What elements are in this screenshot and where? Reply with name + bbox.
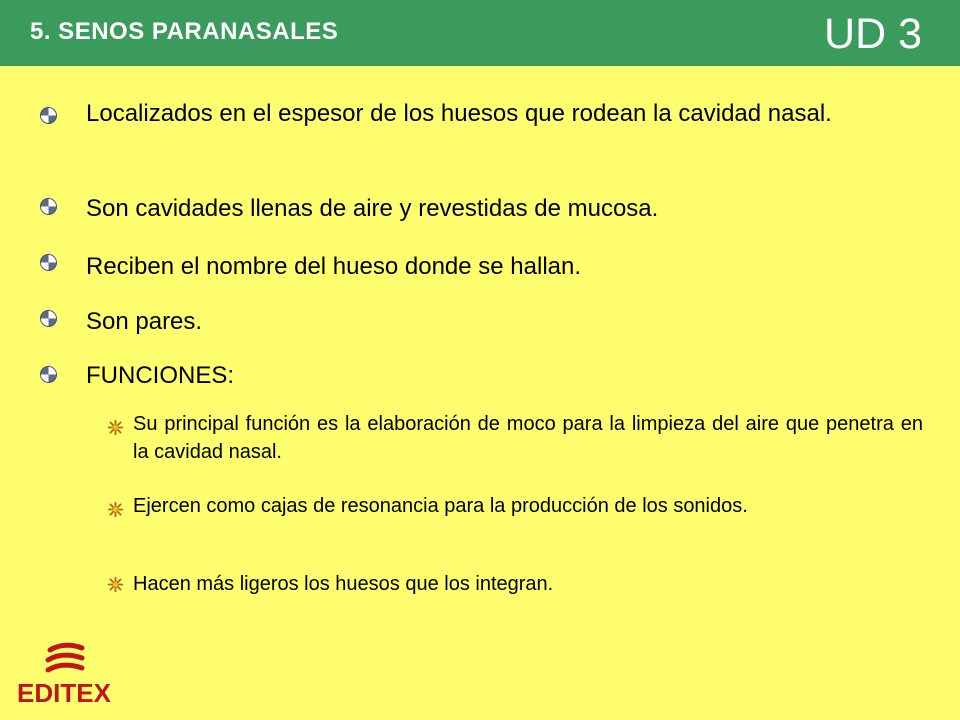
bullet-icon [40,107,57,124]
bullet-icon [40,310,57,327]
bullet-item: Son cavidades llenas de aire y revestidas de mucosa. [86,195,659,222]
bullet-icon [40,366,57,383]
bullet-item: Localizados en el espesor de los huesos que rodean la cavidad nasal. [86,100,832,127]
logo-text: EDITEX [17,678,111,708]
editex-logo [14,640,114,710]
bullet-item: Reciben el nombre del hueso donde se hallan. [86,253,582,280]
bullet-item: Son pares. [86,308,203,335]
unit-label: UD 3 [824,10,922,58]
bullet-item: FUNCIONES: [86,362,235,389]
sub-bullet-item: Hacen más ligeros los huesos que los integran. [133,573,554,595]
sub-bullet-item: Su principal función es la elaboración de moco para la limpieza del aire que penetra en la cavidad nasal. [133,413,923,463]
star-bullet-icon [107,576,124,593]
bullet-icon [40,254,57,271]
star-bullet-icon [107,419,124,436]
slide-header [0,0,960,66]
star-bullet-icon [107,501,124,518]
section-title: 5. SENOS PARANASALES [30,18,339,45]
book-stack-logo-icon [42,640,88,678]
bullet-icon [40,198,57,215]
sub-bullet-item: Ejercen como cajas de resonancia para la producción de los sonidos. [133,495,748,517]
